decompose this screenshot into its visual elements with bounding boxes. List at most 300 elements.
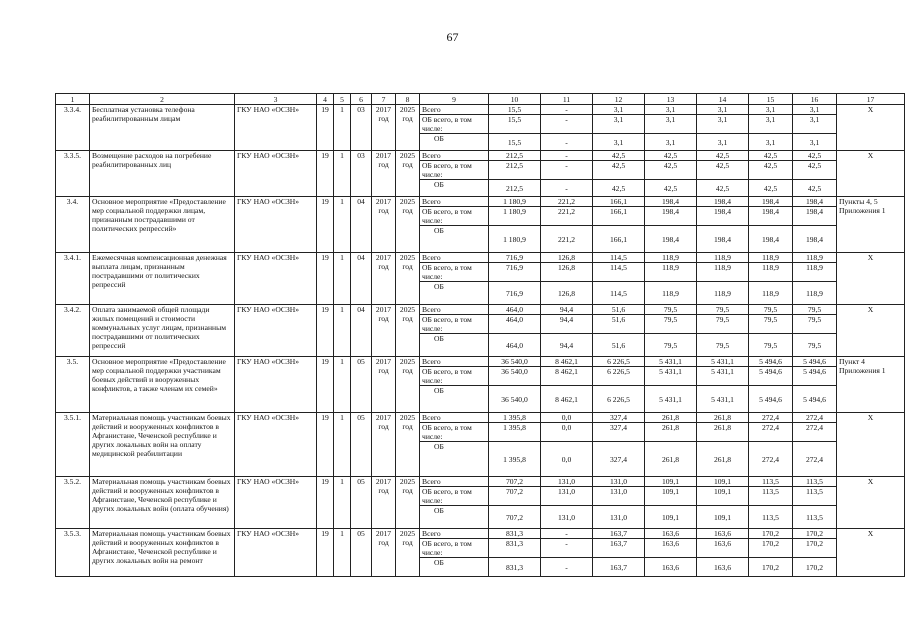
value-cell: 113,5 [793, 506, 837, 529]
value-cell: 109,1 [697, 506, 749, 529]
item-code: 3.3.4. [56, 105, 90, 151]
value-cell: 261,8 [697, 442, 749, 477]
item-name: Материальная помощь участникам боевых действий и вооруженных конфликтов в Афганистане, Чеченской республике и других локальных войн (оплата обучения) [90, 477, 235, 529]
value-cell: 118,9 [697, 253, 749, 263]
value-cell: 5 431,1 [697, 357, 749, 367]
column-header: 5 [334, 94, 351, 105]
value-cell: 163,6 [697, 539, 749, 558]
value-cell: 198,4 [793, 226, 837, 253]
item-end-year: 2025 год [396, 105, 420, 151]
funding-source-label: ОБ всего, в том числе: [420, 263, 489, 282]
value-cell: 3,1 [749, 115, 793, 134]
value-cell: 198,4 [749, 207, 793, 226]
item-name: Оплата занимаемой общей площади жилых помещений и стоимости коммунальных услуг лицам, признанным пострадавшими от политических репрессий [90, 305, 235, 357]
value-cell: 118,9 [697, 282, 749, 305]
value-cell: 3,1 [697, 115, 749, 134]
column-header: 13 [645, 94, 697, 105]
item-code-4: 19 [317, 529, 334, 577]
value-cell: 170,2 [793, 558, 837, 577]
table-row [56, 105, 905, 115]
program-table [55, 93, 905, 577]
item-code: 3.5. [56, 357, 90, 413]
value-cell: 3,1 [793, 115, 837, 134]
item-code-4: 19 [317, 151, 334, 197]
item-start-year: 2017 год [372, 105, 396, 151]
table-row [56, 477, 905, 487]
value-cell: 3,1 [793, 105, 837, 115]
item-code-5: 1 [334, 529, 351, 577]
value-cell: 166,1 [593, 207, 645, 226]
value-cell: 327,4 [593, 413, 645, 423]
value-cell: 79,5 [793, 305, 837, 315]
funding-source-label: ОБ всего, в том числе: [420, 539, 489, 558]
column-header: 15 [749, 94, 793, 105]
table-row [56, 357, 905, 367]
value-cell: 36 540,0 [489, 386, 541, 413]
value-cell: 5 431,1 [697, 386, 749, 413]
value-cell: 131,0 [541, 477, 593, 487]
value-cell: 113,5 [749, 487, 793, 506]
item-code-4: 19 [317, 305, 334, 357]
funding-source-label: ОБ всего, в том числе: [420, 207, 489, 226]
value-cell: 113,5 [749, 506, 793, 529]
item-start-year: 2017 год [372, 253, 396, 305]
value-cell: 3,1 [793, 134, 837, 151]
item-note: X [837, 253, 905, 305]
item-code-5: 1 [334, 413, 351, 477]
item-code: 3.4.1. [56, 253, 90, 305]
value-cell: 126,8 [541, 282, 593, 305]
value-cell: 15,5 [489, 105, 541, 115]
value-cell: 163,7 [593, 529, 645, 539]
value-cell: 163,6 [697, 529, 749, 539]
column-header: 11 [541, 94, 593, 105]
value-cell: 42,5 [749, 151, 793, 161]
funding-source-label: Всего [420, 253, 489, 263]
value-cell: 1 180,9 [489, 226, 541, 253]
value-cell: 3,1 [697, 134, 749, 151]
value-cell: 113,5 [793, 487, 837, 506]
value-cell: 42,5 [593, 180, 645, 197]
item-executor: ГКУ НАО «ОСЗН» [235, 197, 317, 253]
item-code-6: 03 [351, 151, 372, 197]
value-cell: 163,6 [645, 539, 697, 558]
item-end-year: 2025 год [396, 197, 420, 253]
value-cell: 42,5 [593, 151, 645, 161]
value-cell: 166,1 [593, 197, 645, 207]
value-cell: 212,5 [489, 180, 541, 197]
item-start-year: 2017 год [372, 305, 396, 357]
value-cell: 79,5 [793, 315, 837, 334]
value-cell: 42,5 [645, 180, 697, 197]
item-end-year: 2025 год [396, 253, 420, 305]
item-end-year: 2025 год [396, 529, 420, 577]
item-code-6: 05 [351, 357, 372, 413]
value-cell: 79,5 [697, 334, 749, 357]
funding-source-label: ОБ [420, 282, 489, 305]
item-executor: ГКУ НАО «ОСЗН» [235, 253, 317, 305]
value-cell: 5 431,1 [645, 367, 697, 386]
column-header: 17 [837, 94, 905, 105]
value-cell: 131,0 [593, 487, 645, 506]
item-code-4: 19 [317, 253, 334, 305]
value-cell: 261,8 [645, 423, 697, 442]
value-cell: 51,6 [593, 334, 645, 357]
value-cell: 36 540,0 [489, 357, 541, 367]
item-code-4: 19 [317, 105, 334, 151]
item-code-6: 04 [351, 253, 372, 305]
value-cell: 464,0 [489, 315, 541, 334]
item-end-year: 2025 год [396, 305, 420, 357]
value-cell: 6 226,5 [593, 386, 645, 413]
item-code-5: 1 [334, 477, 351, 529]
table-row [56, 197, 905, 207]
value-cell: - [541, 161, 593, 180]
value-cell: 118,9 [749, 263, 793, 282]
value-cell: 716,9 [489, 282, 541, 305]
funding-source-label: ОБ всего, в том числе: [420, 161, 489, 180]
value-cell: 118,9 [749, 282, 793, 305]
value-cell: 5 494,6 [749, 357, 793, 367]
value-cell: 79,5 [645, 305, 697, 315]
item-start-year: 2017 год [372, 529, 396, 577]
funding-source-label: ОБ [420, 506, 489, 529]
value-cell: 707,2 [489, 506, 541, 529]
item-note: X [837, 413, 905, 477]
value-cell: 272,4 [749, 442, 793, 477]
item-note: Пункты 4, 5 Приложения 1 [837, 197, 905, 253]
value-cell: 79,5 [749, 305, 793, 315]
value-cell: 170,2 [793, 529, 837, 539]
value-cell: 131,0 [541, 506, 593, 529]
item-note: X [837, 305, 905, 357]
value-cell: 3,1 [749, 105, 793, 115]
value-cell: 118,9 [645, 263, 697, 282]
value-cell: - [541, 539, 593, 558]
value-cell: 109,1 [645, 477, 697, 487]
funding-source-label: Всего [420, 151, 489, 161]
item-code-5: 1 [334, 105, 351, 151]
item-end-year: 2025 год [396, 357, 420, 413]
item-code-6: 05 [351, 477, 372, 529]
value-cell: 42,5 [793, 161, 837, 180]
value-cell: 272,4 [749, 413, 793, 423]
value-cell: 42,5 [697, 151, 749, 161]
value-cell: 42,5 [697, 180, 749, 197]
value-cell: - [541, 134, 593, 151]
item-start-year: 2017 год [372, 357, 396, 413]
item-code-4: 19 [317, 197, 334, 253]
item-executor: ГКУ НАО «ОСЗН» [235, 477, 317, 529]
value-cell: 1 180,9 [489, 197, 541, 207]
item-code-6: 05 [351, 413, 372, 477]
value-cell: 42,5 [793, 180, 837, 197]
item-code-4: 19 [317, 477, 334, 529]
funding-source-label: ОБ [420, 334, 489, 357]
column-header: 8 [396, 94, 420, 105]
item-executor: ГКУ НАО «ОСЗН» [235, 529, 317, 577]
item-executor: ГКУ НАО «ОСЗН» [235, 413, 317, 477]
item-start-year: 2017 год [372, 151, 396, 197]
value-cell: 170,2 [793, 539, 837, 558]
value-cell: 3,1 [593, 134, 645, 151]
value-cell: 5 431,1 [645, 357, 697, 367]
value-cell: 221,2 [541, 197, 593, 207]
funding-source-label: Всего [420, 413, 489, 423]
value-cell: 5 494,6 [793, 367, 837, 386]
value-cell: 79,5 [749, 315, 793, 334]
value-cell: 118,9 [793, 263, 837, 282]
item-code: 3.5.2. [56, 477, 90, 529]
value-cell: 327,4 [593, 442, 645, 477]
value-cell: 79,5 [645, 315, 697, 334]
value-cell: 3,1 [697, 105, 749, 115]
value-cell: 5 494,6 [793, 386, 837, 413]
value-cell: 79,5 [793, 334, 837, 357]
item-code: 3.5.3. [56, 529, 90, 577]
item-code-5: 1 [334, 151, 351, 197]
funding-source-label: ОБ всего, в том числе: [420, 315, 489, 334]
value-cell: 94,4 [541, 334, 593, 357]
item-name: Основное мероприятие «Предоставление мер социальной поддержки лицам, признанным пострадавшими от политических репрессий» [90, 197, 235, 253]
value-cell: 261,8 [645, 442, 697, 477]
value-cell: 3,1 [645, 115, 697, 134]
item-name: Ежемесячная компенсационная денежная выплата лицам, признанным пострадавшими от политических репрессий [90, 253, 235, 305]
value-cell: 261,8 [697, 423, 749, 442]
value-cell: 3,1 [749, 134, 793, 151]
value-cell: 42,5 [697, 161, 749, 180]
value-cell: 5 494,6 [749, 386, 793, 413]
item-name: Основное мероприятие «Предоставление мер социальной поддержки участникам боевых действий и вооруженных конфликтов, а также членам их семей» [90, 357, 235, 413]
value-cell: 198,4 [645, 207, 697, 226]
value-cell: 198,4 [697, 207, 749, 226]
value-cell: 118,9 [645, 282, 697, 305]
item-code-6: 05 [351, 529, 372, 577]
value-cell: 118,9 [697, 263, 749, 282]
item-start-year: 2017 год [372, 477, 396, 529]
table-row [56, 253, 905, 263]
value-cell: 212,5 [489, 161, 541, 180]
value-cell: 198,4 [697, 226, 749, 253]
value-cell: 831,3 [489, 558, 541, 577]
value-cell: 170,2 [749, 529, 793, 539]
funding-source-label: ОБ [420, 180, 489, 197]
funding-source-label: ОБ всего, в том числе: [420, 423, 489, 442]
value-cell: 118,9 [749, 253, 793, 263]
item-code-6: 04 [351, 305, 372, 357]
value-cell: 42,5 [749, 161, 793, 180]
value-cell: 831,3 [489, 529, 541, 539]
value-cell: 126,8 [541, 263, 593, 282]
value-cell: 272,4 [793, 423, 837, 442]
value-cell: 15,5 [489, 134, 541, 151]
funding-source-label: ОБ всего, в том числе: [420, 115, 489, 134]
value-cell: 261,8 [697, 413, 749, 423]
value-cell: 198,4 [697, 197, 749, 207]
item-code: 3.4.2. [56, 305, 90, 357]
value-cell: 198,4 [645, 197, 697, 207]
value-cell: 198,4 [645, 226, 697, 253]
item-note: X [837, 105, 905, 151]
value-cell: 3,1 [593, 115, 645, 134]
column-header: 6 [351, 94, 372, 105]
value-cell: 716,9 [489, 263, 541, 282]
funding-source-label: Всего [420, 197, 489, 207]
item-end-year: 2025 год [396, 413, 420, 477]
item-code-6: 03 [351, 105, 372, 151]
column-header: 10 [489, 94, 541, 105]
funding-source-label: ОБ всего, в том числе: [420, 367, 489, 386]
value-cell: 1 395,8 [489, 423, 541, 442]
value-cell: 3,1 [593, 105, 645, 115]
item-end-year: 2025 год [396, 477, 420, 529]
value-cell: 198,4 [749, 226, 793, 253]
value-cell: 464,0 [489, 334, 541, 357]
value-cell: 42,5 [645, 161, 697, 180]
value-cell: 94,4 [541, 315, 593, 334]
value-cell: 163,6 [645, 529, 697, 539]
item-code-5: 1 [334, 253, 351, 305]
value-cell: 0,0 [541, 413, 593, 423]
column-header: 3 [235, 94, 317, 105]
value-cell: 118,9 [793, 253, 837, 263]
item-executor: ГКУ НАО «ОСЗН» [235, 151, 317, 197]
table-row [56, 529, 905, 539]
funding-source-label: ОБ [420, 386, 489, 413]
value-cell: 272,4 [793, 413, 837, 423]
value-cell: 42,5 [793, 151, 837, 161]
value-cell: 51,6 [593, 305, 645, 315]
value-cell: 166,1 [593, 226, 645, 253]
value-cell: 8 462,1 [541, 367, 593, 386]
item-name: Возмещение расходов на погребение реабилитированных лиц [90, 151, 235, 197]
funding-source-label: Всего [420, 105, 489, 115]
value-cell: - [541, 558, 593, 577]
value-cell: 163,6 [645, 558, 697, 577]
page-number: 67 [446, 30, 459, 44]
column-header: 7 [372, 94, 396, 105]
value-cell: 109,1 [645, 506, 697, 529]
value-cell: 15,5 [489, 115, 541, 134]
item-start-year: 2017 год [372, 197, 396, 253]
column-header: 9 [420, 94, 489, 105]
value-cell: 8 462,1 [541, 386, 593, 413]
item-code-4: 19 [317, 413, 334, 477]
funding-source-label: Всего [420, 305, 489, 315]
value-cell: 42,5 [645, 151, 697, 161]
value-cell: 221,2 [541, 226, 593, 253]
value-cell: 6 226,5 [593, 357, 645, 367]
funding-source-label: ОБ [420, 558, 489, 577]
value-cell: 42,5 [593, 161, 645, 180]
item-code: 3.4. [56, 197, 90, 253]
item-code-6: 04 [351, 197, 372, 253]
value-cell: 114,5 [593, 263, 645, 282]
value-cell: 51,6 [593, 315, 645, 334]
item-note: X [837, 477, 905, 529]
item-name: Материальная помощь участникам боевых действий и вооруженных конфликтов в Афганистане, Чеченской республике и других локальных войн на оплату медицинской реабилитации [90, 413, 235, 477]
item-code-4: 19 [317, 357, 334, 413]
value-cell: 198,4 [793, 197, 837, 207]
item-code-5: 1 [334, 357, 351, 413]
value-cell: 198,4 [749, 197, 793, 207]
value-cell: 79,5 [697, 305, 749, 315]
value-cell: 118,9 [793, 282, 837, 305]
funding-source-label: Всего [420, 529, 489, 539]
value-cell: 464,0 [489, 305, 541, 315]
funding-source-label: ОБ [420, 442, 489, 477]
column-header: 2 [90, 94, 235, 105]
table-row [56, 151, 905, 161]
item-note: X [837, 529, 905, 577]
value-cell: 79,5 [645, 334, 697, 357]
item-note: X [837, 151, 905, 197]
value-cell: 79,5 [697, 315, 749, 334]
column-header: 4 [317, 94, 334, 105]
item-start-year: 2017 год [372, 413, 396, 477]
funding-source-label: ОБ [420, 134, 489, 151]
table-row [56, 305, 905, 315]
value-cell: 1 180,9 [489, 207, 541, 226]
item-note: Пункт 4 Приложения 1 [837, 357, 905, 413]
value-cell: 5 494,6 [793, 357, 837, 367]
value-cell: 163,6 [697, 558, 749, 577]
item-code-5: 1 [334, 305, 351, 357]
column-header: 16 [793, 94, 837, 105]
value-cell: 198,4 [793, 207, 837, 226]
value-cell: 94,4 [541, 305, 593, 315]
item-executor: ГКУ НАО «ОСЗН» [235, 305, 317, 357]
funding-source-label: Всего [420, 477, 489, 487]
value-cell: 3,1 [645, 134, 697, 151]
value-cell: 5 431,1 [645, 386, 697, 413]
item-executor: ГКУ НАО «ОСЗН» [235, 357, 317, 413]
value-cell: 5 431,1 [697, 367, 749, 386]
value-cell: 131,0 [541, 487, 593, 506]
value-cell: 113,5 [793, 477, 837, 487]
item-code-5: 1 [334, 197, 351, 253]
value-cell: 6 226,5 [593, 367, 645, 386]
value-cell: 716,9 [489, 253, 541, 263]
value-cell: 114,5 [593, 253, 645, 263]
value-cell: 163,7 [593, 558, 645, 577]
value-cell: 163,7 [593, 539, 645, 558]
column-header: 14 [697, 94, 749, 105]
table-row [56, 413, 905, 423]
funding-source-label: ОБ всего, в том числе: [420, 487, 489, 506]
value-cell: 118,9 [645, 253, 697, 263]
value-cell: 5 494,6 [749, 367, 793, 386]
value-cell: 1 395,8 [489, 413, 541, 423]
value-cell: 1 395,8 [489, 442, 541, 477]
value-cell: 707,2 [489, 487, 541, 506]
item-name: Материальная помощь участникам боевых действий и вооруженных конфликтов в Афганистане, Чеченской республике и других локальных войн на ремонт [90, 529, 235, 577]
item-code: 3.5.1. [56, 413, 90, 477]
funding-source-label: Всего [420, 357, 489, 367]
value-cell: 831,3 [489, 539, 541, 558]
value-cell: 126,8 [541, 253, 593, 263]
value-cell: - [541, 180, 593, 197]
value-cell: - [541, 115, 593, 134]
value-cell: 42,5 [749, 180, 793, 197]
value-cell: 131,0 [593, 506, 645, 529]
value-cell: 170,2 [749, 539, 793, 558]
value-cell: 131,0 [593, 477, 645, 487]
item-executor: ГКУ НАО «ОСЗН» [235, 105, 317, 151]
value-cell: 261,8 [645, 413, 697, 423]
value-cell: - [541, 151, 593, 161]
value-cell: 0,0 [541, 423, 593, 442]
